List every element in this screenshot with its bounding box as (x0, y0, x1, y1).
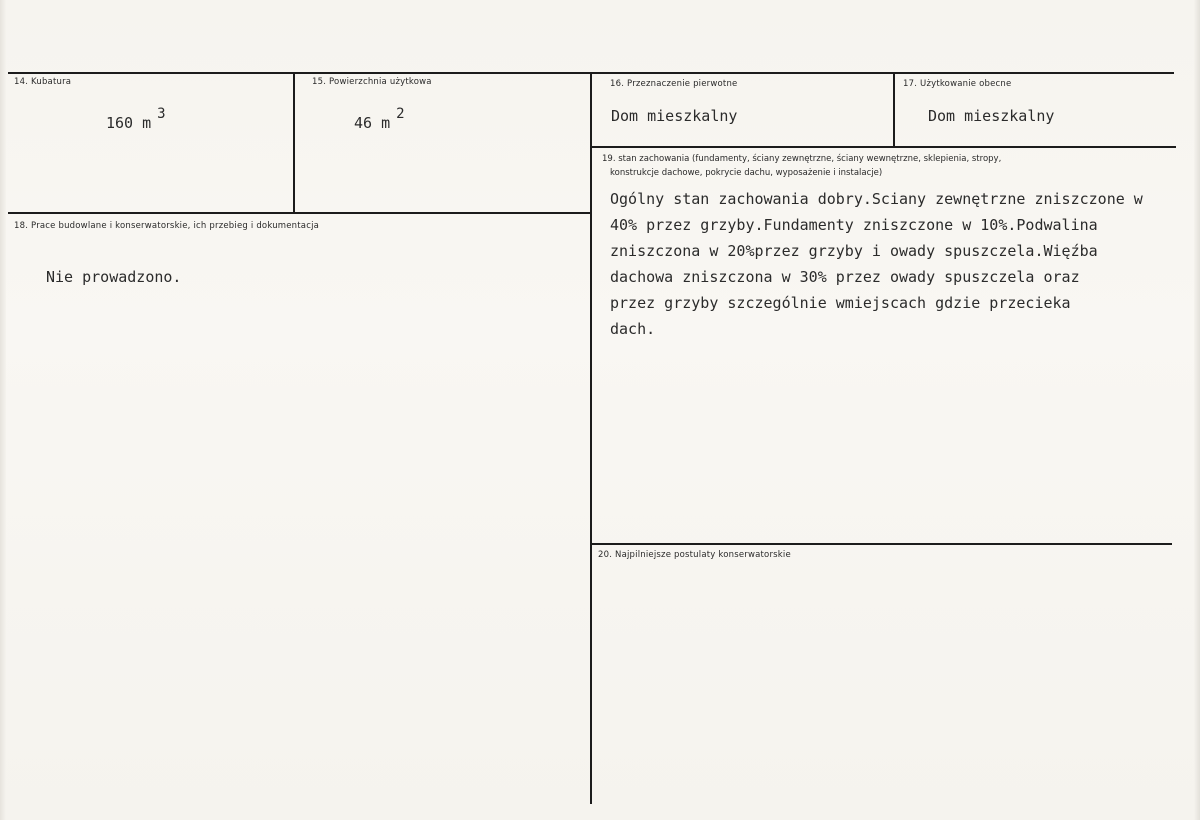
rule-under-16-17 (590, 146, 1176, 148)
card-edge-right (1194, 0, 1200, 820)
field-15-label: 15. Powierzchnia użytkowa (312, 77, 432, 87)
field-19-line-2: 40% przez grzyby.Fundamenty zniszczone w 10%.Podwalina (610, 216, 1098, 234)
divider-14-15 (293, 72, 295, 214)
field-14-label: 14. Kubatura (14, 77, 72, 87)
divider-16-17 (893, 72, 895, 146)
card-edge-left (0, 0, 6, 820)
divider-left-right (590, 72, 592, 804)
field-19-line-4: dachowa zniszczona w 30% przez owady spuszczela oraz (610, 268, 1080, 286)
field-19-line-5: przez grzyby szczególnie wmiejscach gdzie przecieka (610, 294, 1071, 312)
field-15-value (354, 106, 405, 132)
field-16-label: 16. Przeznaczenie pierwotne (610, 79, 738, 89)
field-17-value: Dom mieszkalny (928, 107, 1055, 125)
field-18-value: Nie prowadzono. (46, 268, 182, 286)
field-18-label: 18. Prace budowlane i konserwatorskie, ich przebieg i dokumentacja (14, 221, 320, 231)
field-20-label: 20. Najpilniejsze postulaty konserwatorskie (598, 550, 791, 560)
field-19-label-line-2: konstrukcje dachowe, pokrycie dachu, wyposażenie i instalacje) (610, 168, 883, 178)
field-15-number: 46 m (354, 114, 391, 132)
field-19-label-line-1: 19. stan zachowania (fundamenty, ściany zewnętrzne, ściany wewnętrzne, sklepienia, stropy, (602, 154, 1002, 164)
rule-above-20 (590, 543, 1172, 545)
field-19-line-1: Ogólny stan zachowania dobry.Sciany zewnętrzne zniszczone w (610, 190, 1143, 208)
rule-under-14-15 (8, 212, 592, 214)
field-14-value (106, 106, 166, 132)
field-19-line-3: zniszczona w 20%przez grzyby i owady spuszczela.Więźba (610, 242, 1098, 260)
field-19-label (602, 152, 1122, 180)
field-15-exponent: 2 (396, 106, 405, 122)
field-14-exponent: 3 (157, 106, 166, 122)
field-16-value: Dom mieszkalny (611, 107, 738, 125)
field-14-number: 160 m (106, 114, 152, 132)
field-19-line-6: dach. (610, 320, 656, 338)
field-17-label: 17. Użytkowanie obecne (903, 79, 1012, 89)
field-19-text (610, 186, 1200, 342)
